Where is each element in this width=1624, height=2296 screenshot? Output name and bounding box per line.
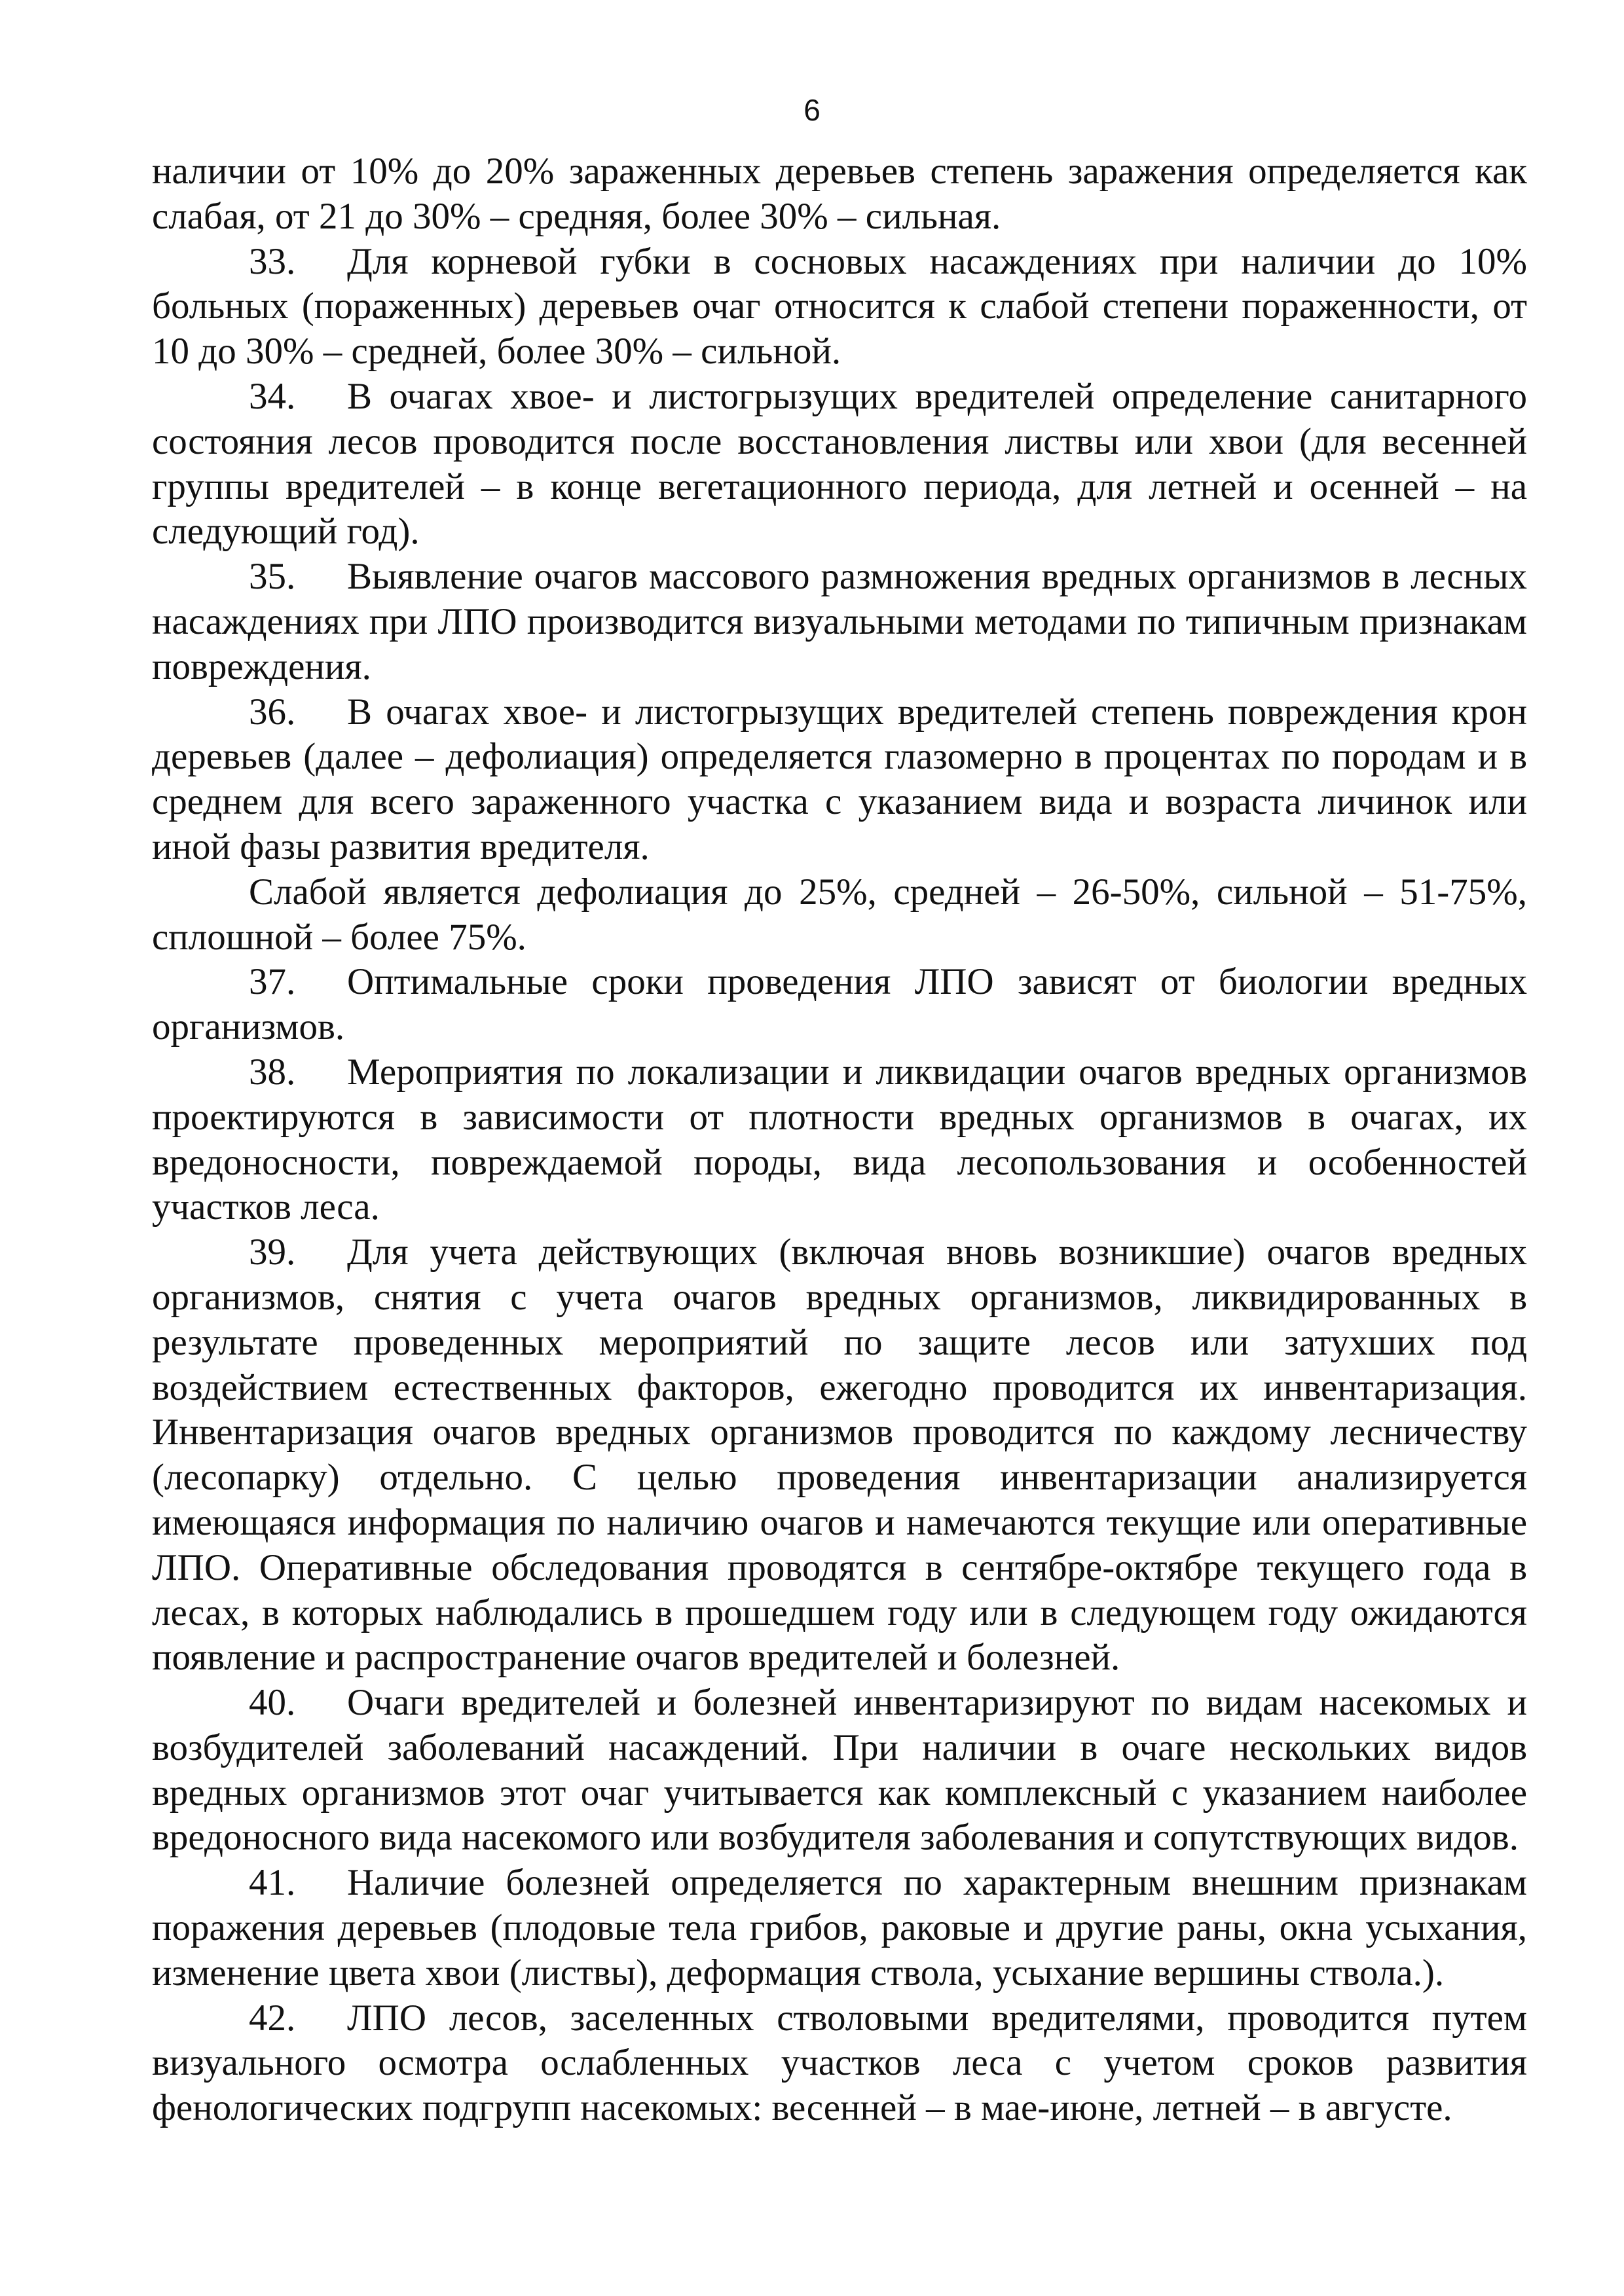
paragraph-text: Наличие болезней определяется по характерным внешним признакам поражения деревьев (плодовые тела грибов, раковые и другие раны, окна усыхания, изменение цвета хвои (листвы), деформация ствола, усыхание вершины ствола.). (152, 1862, 1527, 1994)
paragraph-34 (152, 374, 1527, 555)
paragraph-36-defoliation (152, 870, 1527, 960)
paragraph-continuation (152, 149, 1527, 240)
paragraph-text: Очаги вредителей и болезней инвентаризируют по видам насекомых и возбудителей заболеваний насаждений. При наличии в очаге нескольких видов вредных организмов этот очаг учитывается как комплексный с указанием наиболее вредоносного вида насекомого или возбудителя заболевания и сопутствующих видов. (152, 1682, 1527, 1859)
paragraph-text: В очагах хвое- и листогрызущих вредителей определение санитарного состояния лесов проводится после восстановления листвы или хвои (для весенней группы вредителей – в конце вегетационного периода, для летней и осенней – на следующий год). (152, 375, 1527, 553)
paragraph-number: 36. (249, 691, 296, 733)
paragraph-number: 38. (249, 1051, 296, 1093)
paragraph-number: 33. (249, 240, 296, 282)
paragraph-number: 41. (249, 1862, 296, 1904)
paragraph-text: Для учета действующих (включая вновь возникшие) очагов вредных организмов, снятия с учета очагов вредных организмов, ликвидированных в результате проведенных мероприятий по защите лесов или затухших под воздействием естественных факторов, ежегодно проводится их инвентаризация. Инвентаризация очагов вредных организмов проводится по каждому лесничеству (лесопарку) отдельно. С целью проведения инвентаризации анализируется имеющаяся информация по наличию очагов и намечаются текущие или оперативные ЛПО. Оперативные обследования проводятся в сентябре-октябре текущего года в лесах, в которых наблюдались в прошедшем году или в следующем году ожидаются появление и распространение очагов вредителей и болезней. (152, 1231, 1527, 1679)
paragraph-39 (152, 1230, 1527, 1681)
document-body (152, 149, 1527, 2131)
paragraph-40 (152, 1681, 1527, 1861)
paragraph-text: Для корневой губки в сосновых насаждениях при наличии до 10% больных (пораженных) деревьев очаг относится к слабой степени пораженности, от 10 до 30% – средней, более 30% – сильной. (152, 240, 1527, 373)
paragraph-text: наличии от 10% до 20% зараженных деревьев степень заражения определяется как слабая, от 21 до 30% – средняя, более 30% – сильная. (152, 151, 1527, 237)
paragraph-35 (152, 555, 1527, 689)
paragraph-number: 34. (249, 375, 296, 417)
paragraph-number: 37. (249, 961, 296, 1003)
paragraph-text: Выявление очагов массового размножения вредных организмов в лесных насаждениях при ЛПО производится визуальными методами по типичным признакам повреждения. (152, 556, 1527, 687)
paragraph-text: Оптимальные сроки проведения ЛПО зависят от биологии вредных организмов. (152, 961, 1527, 1048)
page-number: 6 (803, 93, 821, 127)
paragraph-number: 42. (249, 1997, 296, 2039)
paragraph-38 (152, 1050, 1527, 1230)
paragraph-33 (152, 240, 1527, 374)
paragraph-41 (152, 1861, 1527, 1995)
paragraph-text: Мероприятия по локализации и ликвидации очагов вредных организмов проектируются в зависимости от плотности вредных организмов в очагах, их вредоносности, повреждаемой породы, вида лесопользования и особенностей участков леса. (152, 1051, 1527, 1228)
paragraph-36 (152, 690, 1527, 870)
paragraph-text: ЛПО лесов, заселенных стволовыми вредителями, проводится путем визуального осмотра ослабленных участков леса с учетом сроков развития фенологических подгрупп насекомых: весенней – в мае-июне, летней – в августе. (152, 1997, 1527, 2129)
paragraph-42 (152, 1996, 1527, 2131)
paragraph-number: 40. (249, 1682, 296, 1724)
paragraph-text: В очагах хвое- и листогрызущих вредителей степень повреждения крон деревьев (далее – дефолиация) определяется глазомерно в процентах по породам и в среднем для всего зараженного участка с указанием вида и возраста личинок или иной фазы развития вредителя. (152, 691, 1527, 867)
paragraph-number: 35. (249, 556, 296, 598)
paragraph-text: Слабой является дефолиация до 25%, средней – 26-50%, сильной – 51-75%, сплошной – более 75%. (152, 871, 1527, 958)
paragraph-37 (152, 960, 1527, 1050)
paragraph-number: 39. (249, 1231, 296, 1273)
